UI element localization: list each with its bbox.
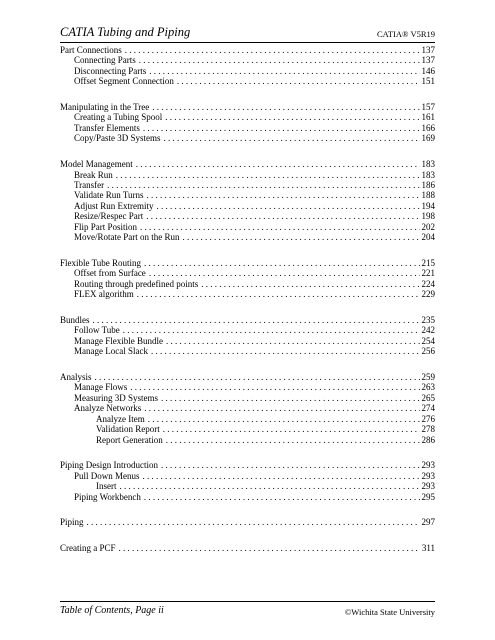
dot-leader xyxy=(120,481,420,491)
toc-entry[interactable] xyxy=(60,403,435,413)
toc-section xyxy=(60,159,435,243)
toc-entry[interactable] xyxy=(60,222,435,232)
toc-section xyxy=(60,45,435,87)
dot-leader xyxy=(149,66,419,76)
toc-entry[interactable] xyxy=(60,170,435,180)
toc-entry[interactable] xyxy=(60,372,435,382)
toc-entry-page: 278 xyxy=(421,424,435,435)
toc-entry-title: Creating a PCF xyxy=(60,543,116,554)
toc-entry[interactable] xyxy=(60,414,435,424)
dot-leader xyxy=(144,403,419,413)
toc-entry-page: 254 xyxy=(421,335,435,346)
toc-entry-title: Connecting Parts xyxy=(74,55,136,66)
toc-entry-page: 183 xyxy=(421,169,435,180)
dot-leader xyxy=(144,492,420,502)
toc-section xyxy=(60,315,435,357)
toc-entry-title: Offset from Surface xyxy=(74,268,146,279)
toc-entry[interactable] xyxy=(60,424,435,434)
toc-entry[interactable] xyxy=(60,45,435,55)
toc-entry-title: Piping Design Introduction xyxy=(60,460,158,471)
toc-entry[interactable] xyxy=(60,190,435,200)
dot-leader xyxy=(95,372,420,382)
toc-entry-title: Piping Workbench xyxy=(74,491,141,502)
toc-entry-page: 235 xyxy=(421,314,435,325)
toc-entry[interactable] xyxy=(60,201,435,211)
dot-leader xyxy=(107,180,419,190)
dot-leader xyxy=(165,112,419,122)
toc-entry-title: Analyze Item xyxy=(96,413,145,424)
toc-entry-page: 169 xyxy=(421,133,435,144)
toc-entry-title: Break Run xyxy=(74,169,113,180)
toc-entry-page: 242 xyxy=(421,325,435,336)
toc-entry[interactable] xyxy=(60,346,435,356)
toc-entry-page: 286 xyxy=(421,434,435,445)
dot-leader xyxy=(161,460,420,470)
toc-entry-page: 186 xyxy=(421,179,435,190)
dot-leader xyxy=(119,543,420,553)
toc-entry[interactable] xyxy=(60,481,435,491)
toc-entry-title: Validate Run Turns xyxy=(74,190,144,201)
toc-entry-title: Resize/Respec Part xyxy=(74,211,144,222)
toc-entry-page: 137 xyxy=(421,55,435,66)
dot-leader xyxy=(125,45,420,55)
toc-entry-title: Pull Down Menus xyxy=(74,470,140,481)
dot-leader xyxy=(139,55,420,65)
toc-entry-page: 263 xyxy=(421,382,435,393)
toc-entry-title: FLEX algorithm xyxy=(74,289,134,300)
toc-entry-page: 295 xyxy=(421,491,435,502)
toc-entry[interactable] xyxy=(60,123,435,133)
toc-entry[interactable] xyxy=(60,159,435,169)
dot-leader xyxy=(164,133,420,143)
toc-entry[interactable] xyxy=(60,543,435,553)
toc-entry-title: Bundles xyxy=(60,314,90,325)
toc-entry[interactable] xyxy=(60,492,435,502)
document-title: CATIA Tubing and Piping xyxy=(60,25,191,39)
toc-entry-page: 204 xyxy=(421,232,435,243)
toc-entry[interactable] xyxy=(60,517,435,527)
toc-entry-page: 146 xyxy=(421,65,435,76)
toc-entry-page: 166 xyxy=(421,122,435,133)
toc-entry[interactable] xyxy=(60,268,435,278)
toc-entry-title: Creating a Tubing Spool xyxy=(74,112,163,123)
dot-leader xyxy=(87,517,420,527)
dot-leader xyxy=(147,190,420,200)
toc-entry[interactable] xyxy=(60,258,435,268)
toc-entry-title: Manage Flows xyxy=(74,382,128,393)
toc-section xyxy=(60,258,435,300)
toc-entry-page: 183 xyxy=(421,159,435,170)
toc-entry-page: 297 xyxy=(421,517,435,528)
toc-entry-page: 256 xyxy=(421,346,435,357)
toc-entry-page: 274 xyxy=(421,403,435,414)
toc-entry-page: 221 xyxy=(421,268,435,279)
toc-entry[interactable] xyxy=(60,435,435,445)
dot-leader xyxy=(163,424,420,434)
table-of-contents xyxy=(60,45,435,569)
toc-section xyxy=(60,372,435,445)
dot-leader xyxy=(166,336,420,346)
dot-leader xyxy=(136,159,420,169)
toc-entry-page: 276 xyxy=(421,413,435,424)
toc-entry[interactable] xyxy=(60,76,435,86)
toc-entry-title: Flip Part Position xyxy=(74,221,138,232)
toc-entry-title: Insert xyxy=(96,481,117,492)
toc-entry-page: 311 xyxy=(421,543,435,554)
toc-entry[interactable] xyxy=(60,279,435,289)
dot-leader xyxy=(144,258,419,268)
toc-entry-page: 293 xyxy=(421,470,435,481)
toc-entry-page: 229 xyxy=(421,289,435,300)
toc-section xyxy=(60,543,435,553)
toc-entry[interactable] xyxy=(60,55,435,65)
toc-entry-page: 215 xyxy=(421,257,435,268)
toc-entry-title: Measuring 3D Systems xyxy=(74,392,158,403)
toc-entry-title: Offset Segment Connection xyxy=(74,76,174,87)
toc-entry-title: Part Connections xyxy=(60,45,122,55)
toc-entry[interactable] xyxy=(60,325,435,335)
dot-leader xyxy=(137,289,420,299)
toc-entry-page: 224 xyxy=(421,278,435,289)
toc-entry-title: Piping xyxy=(60,517,84,528)
toc-entry[interactable] xyxy=(60,112,435,122)
toc-entry-page: 293 xyxy=(421,481,435,492)
dot-leader xyxy=(93,315,420,325)
toc-entry[interactable] xyxy=(60,289,435,299)
dot-leader xyxy=(143,123,420,133)
toc-entry-title: Move/Rotate Part on the Run xyxy=(74,232,180,243)
toc-entry-page: 198 xyxy=(421,211,435,222)
toc-section xyxy=(60,460,435,502)
toc-entry[interactable] xyxy=(60,211,435,221)
toc-entry-title: Analysis xyxy=(60,371,92,382)
toc-entry-page: 188 xyxy=(421,190,435,201)
toc-entry-title: Transfer Elements xyxy=(74,122,140,133)
dot-leader xyxy=(177,76,420,86)
toc-entry[interactable] xyxy=(60,180,435,190)
dot-leader xyxy=(116,170,420,180)
dot-leader xyxy=(151,346,420,356)
dot-leader xyxy=(140,222,419,232)
toc-entry[interactable] xyxy=(60,460,435,470)
toc-entry-page: 293 xyxy=(421,460,435,471)
toc-entry[interactable] xyxy=(60,102,435,112)
copyright: ©Wichita State University xyxy=(344,607,435,617)
toc-entry-title: Analyze Networks xyxy=(74,403,142,414)
page-label: Table of Contents, Page ii xyxy=(60,605,164,616)
dot-leader xyxy=(152,102,419,112)
dot-leader xyxy=(183,232,420,242)
dot-leader xyxy=(166,435,420,445)
toc-entry-page: 265 xyxy=(421,392,435,403)
toc-entry-title: Model Management xyxy=(60,159,133,170)
dot-leader xyxy=(157,201,420,211)
toc-entry-page: 202 xyxy=(421,221,435,232)
toc-entry-title: Follow Tube xyxy=(74,325,120,336)
toc-entry-page: 194 xyxy=(421,200,435,211)
toc-entry-title: Manipulating in the Tree xyxy=(60,102,150,113)
toc-entry[interactable] xyxy=(60,382,435,392)
toc-entry[interactable] xyxy=(60,232,435,242)
toc-entry-title: Transfer xyxy=(74,179,105,190)
toc-section xyxy=(60,517,435,527)
dot-leader xyxy=(143,471,420,481)
toc-entry-title: Disconnecting Parts xyxy=(74,65,147,76)
toc-entry-title: Copy/Paste 3D Systems xyxy=(74,133,161,144)
toc-entry-title: Adjust Run Extremity xyxy=(74,200,154,211)
toc-entry-page: 161 xyxy=(421,112,435,123)
toc-entry-title: Manage Flexible Bundle xyxy=(74,335,163,346)
toc-entry-title: Report Generation xyxy=(96,434,163,445)
toc-entry-title: Manage Local Slack xyxy=(74,346,148,357)
dot-leader xyxy=(130,382,419,392)
page-header xyxy=(60,26,435,43)
toc-entry[interactable] xyxy=(60,393,435,403)
dot-leader xyxy=(161,393,420,403)
dot-leader xyxy=(149,268,420,278)
dot-leader xyxy=(201,279,419,289)
toc-entry-page: 137 xyxy=(421,45,435,55)
toc-entry-page: 151 xyxy=(421,76,435,87)
toc-entry-title: Validation Report xyxy=(96,424,160,435)
page-footer xyxy=(60,601,435,618)
toc-entry[interactable] xyxy=(60,66,435,76)
dot-leader xyxy=(146,211,419,221)
toc-entry[interactable] xyxy=(60,336,435,346)
toc-entry-title: Routing through predefined points xyxy=(74,278,199,289)
dot-leader xyxy=(148,414,420,424)
toc-entry-title: Flexible Tube Routing xyxy=(60,257,142,268)
dot-leader xyxy=(123,325,420,335)
software-version: CATIA® V5R19 xyxy=(376,29,435,39)
toc-entry[interactable] xyxy=(60,133,435,143)
toc-entry[interactable] xyxy=(60,471,435,481)
toc-entry-page: 259 xyxy=(421,371,435,382)
toc-entry-page: 157 xyxy=(421,102,435,113)
toc-entry[interactable] xyxy=(60,315,435,325)
toc-section xyxy=(60,102,435,144)
